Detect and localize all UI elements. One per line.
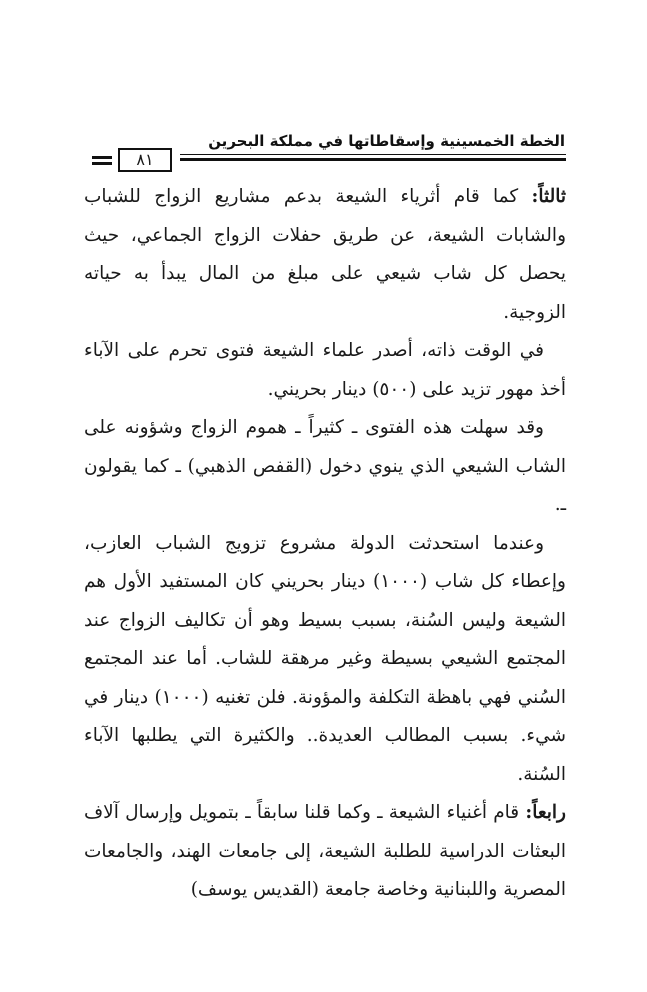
header-dash-bottom: [92, 162, 112, 165]
paragraph-text: كما قام أثرياء الشيعة بدعم مشاريع الزواج للشباب والشابات الشيعة، عن طريق حفلات الزواج الجماعي، حيث يحصل كل شاب شيعي على مبلغ من المال يبدأ به حياته الزوجية.: [84, 186, 566, 323]
paragraph-2: في الوقت ذاته، أصدر علماء الشيعة فتوى تحرم على الآباء أخذ مهور تزيد على (٥٠٠) دينار بحريني.: [84, 340, 566, 400]
body-text: [84, 178, 566, 910]
paragraph-text: قام أغنياء الشيعة ـ وكما قلنا سابقاً ـ بتمويل وإرسال آلاف البعثات الدراسية للطلبة الشيعة، إلى جامعات الهند، والجامعات المصرية واللبنانية وخاصة جامعة (القديس يوسف): [84, 802, 566, 900]
header-rule-thick: [180, 158, 566, 161]
header-dash-top: [92, 156, 112, 159]
header-rule: [92, 148, 566, 176]
paragraph-1: [84, 178, 566, 332]
running-title: الخطة الخمسينية وإسقاطاتها في مملكة البحرين: [208, 132, 565, 150]
paragraph-3: وقد سهلت هذه الفتوى ـ كثيراً ـ هموم الزواج وشؤونه على الشاب الشيعي الذي ينوي دخول (القفص الذهبي) ـ كما يقولون ـ.: [84, 417, 566, 515]
paragraph-5: [84, 794, 566, 910]
header-rule-thin: [180, 154, 566, 155]
page-number: ٨١: [118, 148, 172, 172]
paragraph-4: وعندما استحدثت الدولة مشروع تزويج الشباب العازب، وإعطاء كل شاب (١٠٠٠) دينار بحريني كان المستفيد الأول هم الشيعة وليس السُنة، بسبب بسيط وهو أن تكاليف الزواج عند المجتمع الشيعي بسيطة وغير مرهقة للشاب. أما عند المجتمع السُني فهي باهظة التكلفة والمؤونة. فلن تغنيه (١٠٠٠) دينار في شيء. بسبب المطالب العديدة.. والكثيرة التي يطلبها الآباء السُنة.: [84, 532, 566, 785]
paragraph-lead: ثالثاً:: [531, 186, 566, 207]
paragraph-lead: رابعاً:: [525, 802, 566, 823]
